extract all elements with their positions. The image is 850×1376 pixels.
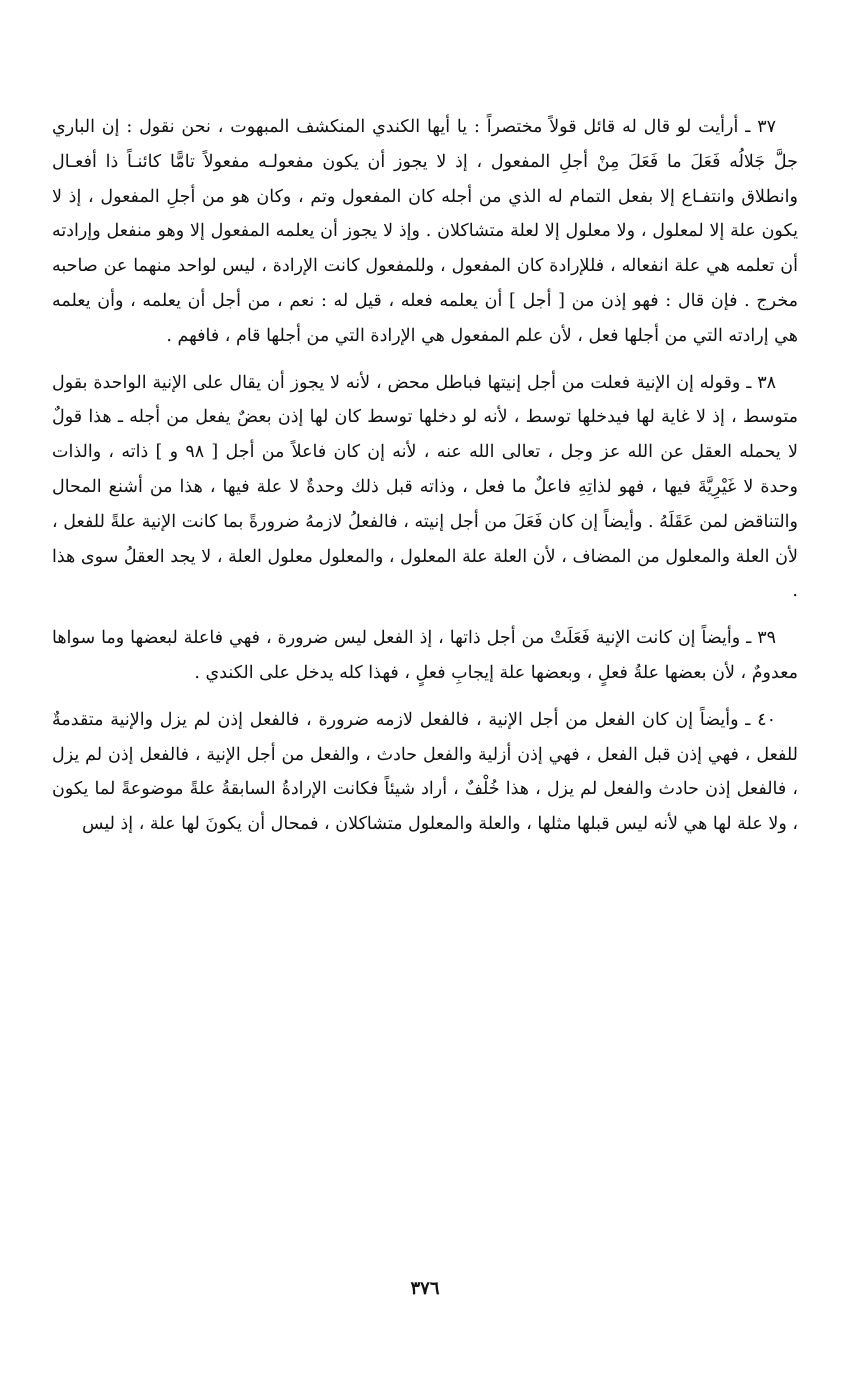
page-number: ٣٧٦ bbox=[410, 1278, 440, 1299]
paragraph-37: ٣٧ ـ أرأيت لو قال له قائل قولاً مختصراً : يا أيها الكندي المنكشف المبهوت ، نحن نقول : إن الباري جلَّ جَلالُه فَعَلَ ما فَعَلَ مِنْ أجلِ المفعول ، إذ لا يجوز أن يكون مفعولـه مفعولاً تامًّا كائنـاً ذا أفعـال وانطلاق وانتفـاع إلا بفعل التمام له الذي من أجله كان المفعول وتم ، وكان هو من أجلِ المفعول ، إذ لا يكون علة إلا لمعلول ، ولا معلول إلا لعلة متشاكلان . وإذ لا يجوز أن يعلمه المفعول إلا وهو منفعل وإرادته أن تعلمه هي علة انفعاله ، فللإرادة كان المفعول ، وللمفعول كانت الإرادة ، ليس لواحد منهما عن صاحبه مخرج . فإن قال : فهو إذن من [ أجل ] أن يعلمه فعله ، قيل له : نعم ، من أجل أن يعلمه ، وأن يعلمه هي إرادته التي من أجلها فعل ، لأن علم المفعول هي الإرادة التي من أجلها قام ، فافهم . bbox=[52, 117, 798, 346]
page-body bbox=[52, 110, 798, 854]
paragraph-39: ٣٩ ـ وأيضاً إن كانت الإنية فَعَلَتْ من أجل ذاتها ، إذ الفعل ليس ضرورة ، فهي فاعلة لبعضها وما سواها معدومٌ ، لأن بعضها علةُ فعلٍ ، وبعضها علة إيجابِ فعلٍ ، فهذا كله يدخل على الكندي . bbox=[52, 628, 798, 683]
paragraph-40: ٤٠ ـ وأيضاً إن كان الفعل من أجل الإنية ، فالفعل لازمه ضرورة ، فالفعل إذن لم يزل والإنية متقدمةٌ للفعل ، فهي إذن قبل الفعل ، فهي إذن أزلية والفعل حادث ، والفعل من أجل الإنية ، فالفعل إذن لم يزل ، فالفعل إذن حادث والفعل لم يزل ، هذا خُلْفٌ ، أراد شيئاً فكانت الإرادةُ السابقةُ علةً موضوعةً لما يكون ، ولا علة لها هي لأنه ليس قبلها مثلها ، والعلة والمعلول متشاكلان ، فمحال أن يكونَ لها علة ، إذ ليس bbox=[52, 709, 798, 835]
paragraph-38: ٣٨ ـ وقوله إن الإنية فعلت من أجل إنيتها فباطل محض ، لأنه لا يجوز أن يقال على الإنية الواحدة بقول متوسط ، إذ لا غاية لها فيدخلها توسط ، لأنه لو دخلها توسط كان لها إذن بعضٌ يفعل من أجله ـ هذا قولٌ لا يحمله العقل عن الله عز وجل ، تعالى الله عنه ، لأنه إن كان فاعلاً من أجل [ ٩٨ و ] ذاته ، والذات وحدة لا غَيْرِيَّةَ فيها ، فهو لذاتِهِ فاعلٌ ما فعل ، وذاته قبل ذلك وحدةٌ لا علة فيها ، هذا من أشنع المحال والتناقض لمن عَقَلَهُ . وأيضاً إن كان فَعَلَ من أجل إنيته ، فالفعلُ لازمهُ ضرورةً بما كانت الإنية علةً للفعل ، لأن العلة والمعلول من المضاف ، لأن العلة علة المعلول ، والمعلول معلول العلة ، لا يجد العقلُ سوى هذا . bbox=[52, 372, 798, 602]
